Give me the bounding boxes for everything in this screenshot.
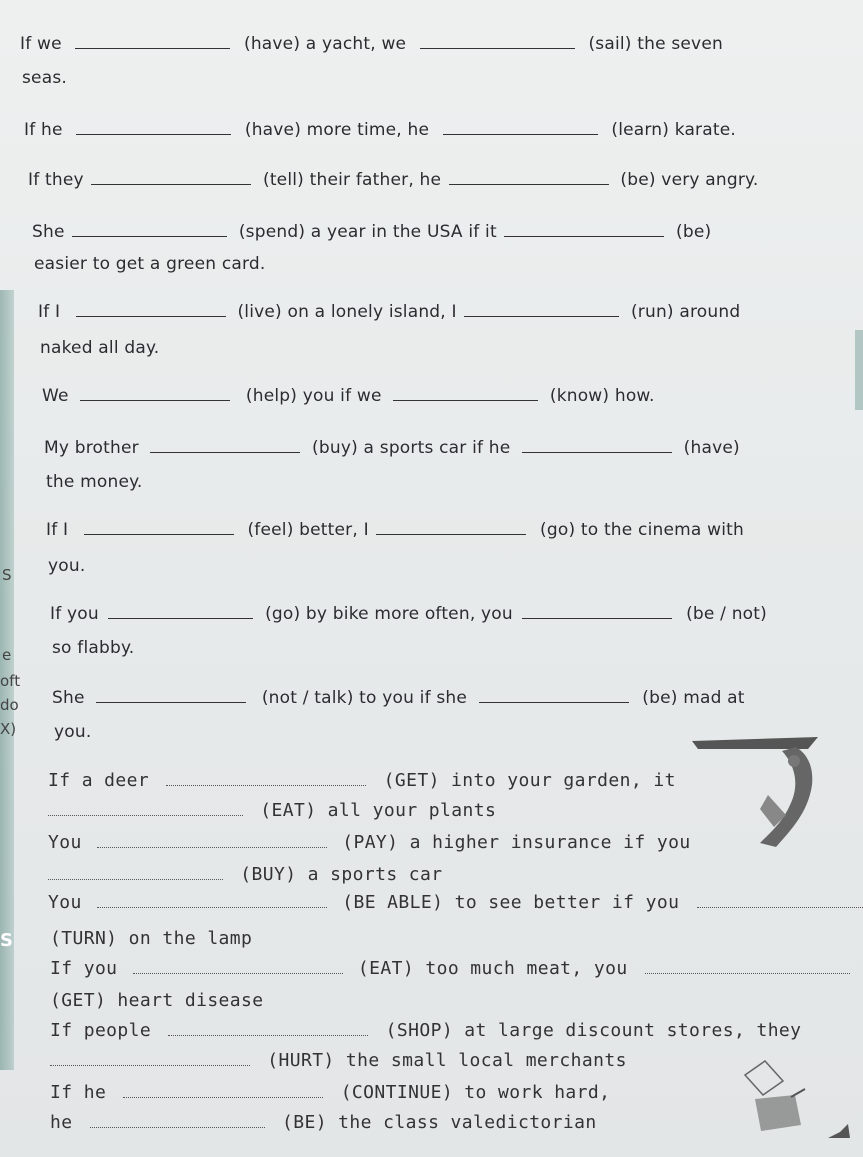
book-edge-right xyxy=(855,330,863,410)
verb-prompt: (EAT) all your plants xyxy=(260,800,497,821)
handwritten-line xyxy=(50,1020,801,1041)
answer-blank[interactable] xyxy=(150,451,300,453)
answer-blank[interactable] xyxy=(76,315,226,317)
exercise-line xyxy=(38,302,740,322)
verb-prompt: (be / not) xyxy=(686,604,767,624)
answer-blank[interactable] xyxy=(50,1064,250,1066)
handwritten-line xyxy=(48,800,496,821)
exercise-line xyxy=(50,604,767,624)
verb-prompt: (BUY) a sports car xyxy=(240,864,443,885)
sentence-start: We xyxy=(42,386,69,406)
handwritten-line xyxy=(48,770,676,791)
verb-prompt: (BE) the class valedictorian xyxy=(281,1112,597,1133)
sentence-continuation: you. xyxy=(48,556,86,576)
sentence-start: he xyxy=(50,1112,73,1133)
answer-blank[interactable] xyxy=(76,133,231,135)
decorative-illustration-icon xyxy=(690,735,825,855)
handwritten-line xyxy=(50,1112,597,1133)
answer-blank[interactable] xyxy=(48,814,243,816)
sentence-start: She xyxy=(52,688,85,708)
answer-blank[interactable] xyxy=(84,533,234,535)
verb-prompt: (sail) the seven xyxy=(588,34,723,54)
answer-blank[interactable] xyxy=(443,133,598,135)
verb-prompt: (EAT) too much meat, you xyxy=(357,958,628,979)
corner-sketch-icon xyxy=(826,1122,852,1140)
answer-blank[interactable] xyxy=(420,47,575,49)
answer-blank[interactable] xyxy=(90,1126,265,1128)
exercise-line xyxy=(32,222,711,242)
verb-prompt: (tell) their father, he xyxy=(262,170,442,190)
verb-prompt: (not / talk) to you if she xyxy=(261,688,468,708)
margin-fragment: do xyxy=(0,696,19,714)
sentence-start: If you xyxy=(50,604,99,624)
sentence-start: You xyxy=(48,832,82,853)
exercise-line xyxy=(42,386,655,406)
answer-blank[interactable] xyxy=(504,235,664,237)
answer-blank[interactable] xyxy=(80,399,230,401)
verb-prompt: (have) xyxy=(683,438,740,458)
handwritten-line xyxy=(48,892,863,913)
sentence-start: If they xyxy=(28,170,84,190)
margin-fragment: S xyxy=(0,930,13,951)
sentence-start: If you xyxy=(50,958,118,979)
margin-fragment: X) xyxy=(0,720,17,738)
answer-blank[interactable] xyxy=(168,1034,368,1036)
verb-prompt: (PAY) a higher insurance if you xyxy=(342,832,691,853)
exercise-line xyxy=(52,688,745,708)
exercise-line xyxy=(24,120,736,140)
answer-blank[interactable] xyxy=(108,617,253,619)
verb-prompt: (spend) a year in the USA if it xyxy=(238,222,497,242)
sentence-continuation: easier to get a green card. xyxy=(34,254,266,274)
answer-blank[interactable] xyxy=(97,906,327,908)
verb-prompt: (go) to the cinema with xyxy=(540,520,745,540)
verb-prompt: (go) by bike more often, you xyxy=(265,604,513,624)
handwritten-line xyxy=(48,864,443,885)
verb-prompt: (SHOP) at large discount stores, they xyxy=(385,1020,802,1041)
sentence-start: If we xyxy=(20,34,62,54)
handwritten-line xyxy=(50,958,850,979)
margin-fragment: oft xyxy=(0,672,21,690)
sentence-continuation: seas. xyxy=(22,68,67,88)
answer-blank[interactable] xyxy=(376,533,526,535)
margin-fragment: S xyxy=(2,566,12,584)
handwritten-line xyxy=(50,1050,627,1071)
sentence-start: If he xyxy=(50,1082,107,1103)
exercise-line xyxy=(44,438,740,458)
sentence-continuation: you. xyxy=(54,722,92,742)
verb-prompt: (CONTINUE) to work hard, xyxy=(340,1082,611,1103)
exercise-line xyxy=(46,520,744,540)
handwritten-line xyxy=(48,832,691,853)
verb-prompt: (be) very angry. xyxy=(620,170,759,190)
answer-blank[interactable] xyxy=(522,451,672,453)
sentence-continuation: naked all day. xyxy=(40,338,160,358)
verb-prompt: (buy) a sports car if he xyxy=(312,438,511,458)
sentence-continuation: the money. xyxy=(46,472,143,492)
verb-prompt: (help) you if we xyxy=(245,386,382,406)
verb-prompt: (know) how. xyxy=(549,386,655,406)
answer-blank[interactable] xyxy=(479,701,629,703)
handwritten-line: (TURN) on the lamp xyxy=(50,928,253,949)
answer-blank[interactable] xyxy=(449,183,609,185)
sketch-illustration-icon xyxy=(735,1055,825,1140)
answer-blank[interactable] xyxy=(97,846,327,848)
exercise-line xyxy=(28,170,759,190)
verb-prompt: (HURT) the small local merchants xyxy=(267,1050,627,1071)
answer-blank[interactable] xyxy=(91,183,251,185)
verb-prompt: (run) around xyxy=(630,302,741,322)
verb-prompt: (BE ABLE) to see better if you xyxy=(342,892,680,913)
sentence-start: If a deer xyxy=(48,770,150,791)
answer-blank[interactable] xyxy=(645,972,850,974)
verb-prompt: (have) more time, he xyxy=(244,120,430,140)
handwritten-line xyxy=(50,1082,610,1103)
sentence-start: If I xyxy=(46,520,69,540)
sentence-start: If he xyxy=(24,120,63,140)
answer-blank[interactable] xyxy=(96,701,246,703)
answer-blank[interactable] xyxy=(393,399,538,401)
answer-blank[interactable] xyxy=(166,784,366,786)
verb-prompt: (have) a yacht, we xyxy=(243,34,407,54)
verb-prompt: (feel) better, I xyxy=(247,520,369,540)
answer-blank[interactable] xyxy=(464,315,619,317)
sentence-start: My brother xyxy=(44,438,139,458)
verb-prompt: (GET) into your garden, it xyxy=(383,770,676,791)
answer-blank[interactable] xyxy=(133,972,343,974)
verb-prompt: (learn) karate. xyxy=(611,120,736,140)
answer-blank[interactable] xyxy=(72,235,227,237)
answer-blank[interactable] xyxy=(75,47,230,49)
sentence-start: If I xyxy=(38,302,61,322)
answer-blank[interactable] xyxy=(697,906,863,908)
verb-prompt: (be) xyxy=(676,222,712,242)
exercise-line xyxy=(20,34,723,54)
handwritten-line: (GET) heart disease xyxy=(50,990,264,1011)
answer-blank[interactable] xyxy=(123,1096,323,1098)
answer-blank[interactable] xyxy=(48,878,223,880)
sentence-start: If people xyxy=(50,1020,152,1041)
margin-fragment: e xyxy=(2,646,12,664)
sentence-start: You xyxy=(48,892,82,913)
answer-blank[interactable] xyxy=(522,617,672,619)
sentence-continuation: so flabby. xyxy=(52,638,135,658)
verb-prompt: (be) mad at xyxy=(642,688,745,708)
sentence-start: She xyxy=(32,222,65,242)
verb-prompt: (live) on a lonely island, I xyxy=(237,302,457,322)
